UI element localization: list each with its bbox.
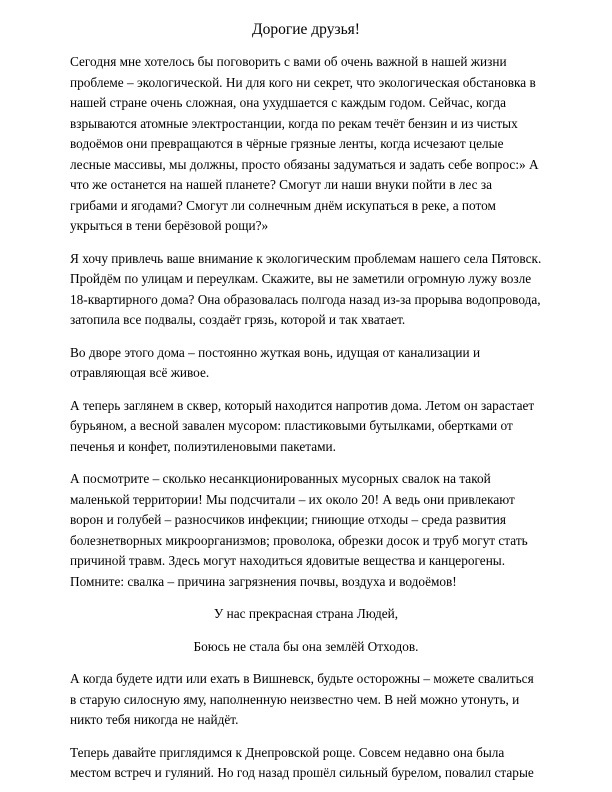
paragraph-grove: Теперь давайте приглядимся к Днепровской роще. Совсем недавно она была местом встреч и гуляний. Но год назад прошёл сильный бурелом, повалил старые — [70, 744, 534, 780]
document-body — [70, 52, 542, 792]
paragraph-silo-pit: А когда будете идти или ехать в Вишневск, будьте осторожны – можете свалиться в старую силосную яму, наполненную неизвестно чем. В ней можно утонуть, и никто тебя никогда не найдёт. — [70, 671, 534, 727]
verse-line-2: Боюсь не стала бы она землёй Отходов. — [193, 638, 419, 654]
paragraph-village-problems: Я хочу привлечь ваше внимание к экологическим проблемам нашего села Пятовск. Пройдём по улицам и переулкам. Скажите, вы не заметили огромную лужу возле 18-квартирного дома? Она образовалась полгода назад из-за прорыва водопровода, затопила все подвалы, создаёт грязь, которой и так хватает. — [70, 250, 542, 327]
paragraph-dumps: А посмотрите – сколько несанкционированных мусорных свалок на такой маленькой территории! Мы подсчитали – их около 20! А ведь они привлекают ворон и голубей – разносчиков инфекции; гниющие отходы – среда развития болезнетворных микроорганизмов; проволока, обрезки досок и труб могут стать причиной травм. Здесь могут находиться ядовитые вещества и канцерогены. Помните: свалка – причина загрязнения почвы, воздуха и водоёмов! — [70, 471, 528, 589]
paragraph-intro: Сегодня мне хотелось бы поговорить с вами об очень важной в нашей жизни проблеме – экологической. Ни для кого ни секрет, что экологическая обстановка в нашей стране очень сложная, она ухудшается с каждым годом. Сейчас, когда взрываются атомные электростанции, когда по рекам течёт бензин и из чистых водоёмов они превращаются в чёрные грязные ленты, когда исчезают целые лесные массивы, мы должны, просто обязаны задуматься и задать себе вопрос:» А что же останется на нашей планете? Смогут ли наши внуки пойти в лес за грибами и ягодами? Смогут ли солнечным днём искупаться в реке, а потом укрыться в тени берёзовой рощи?» — [70, 54, 539, 233]
document-title: Дорогие друзья! — [252, 21, 360, 38]
paragraph-square: А теперь заглянем в сквер, который находится напротив дома. Летом он зарастает бурьяном, а весной завален мусором: пластиковыми бутылками, обертками от печенья и конфет, полиэтиленовыми пакетами. — [70, 397, 535, 454]
verse-line-1: У нас прекрасная страна Людей, — [213, 606, 399, 621]
paragraph-courtyard: Во дворе этого дома – постоянно жуткая вонь, идущая от канализации и отравляющая всё живое. — [70, 344, 481, 380]
